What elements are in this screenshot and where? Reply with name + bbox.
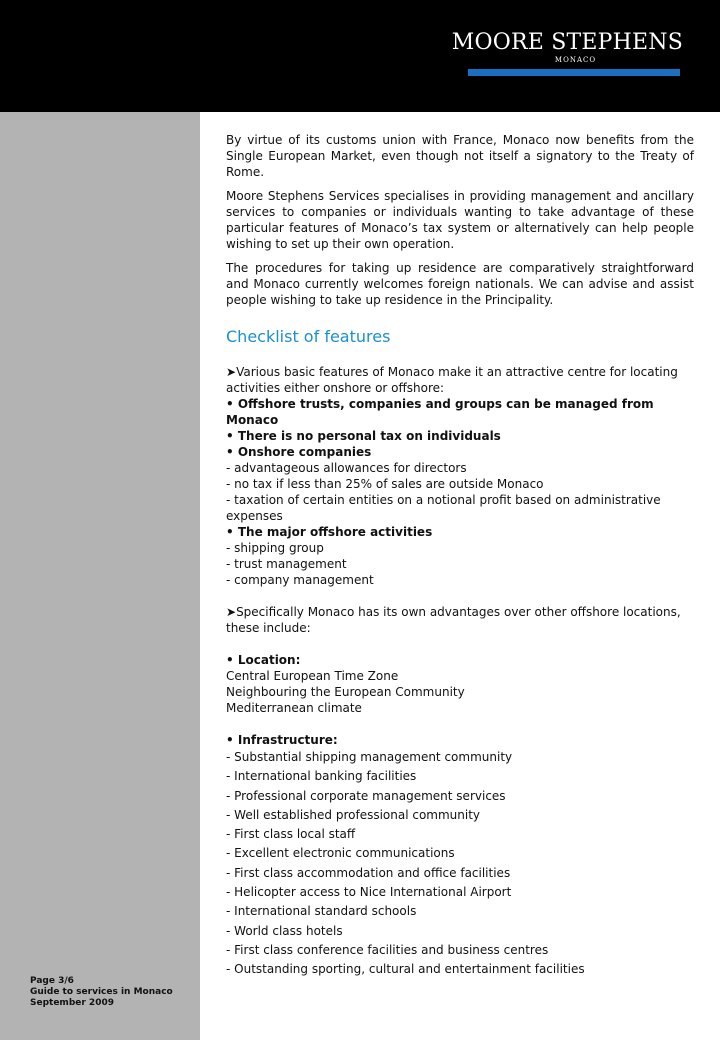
intro-paragraph: The procedures for taking up residence are comparatively straightforward and Monaco currently welcomes foreign nationals. We can advise and assist people wishing to take up residence in the Principality. [226, 261, 694, 307]
left-sidebar [0, 112, 200, 1040]
arrow-bullet-icon: ➤ [226, 605, 237, 619]
document-date: September 2009 [30, 998, 114, 1008]
list-item: Mediterranean climate [226, 701, 362, 715]
list-item: - First class local staff [226, 827, 356, 842]
logo-name: MOORE STEPHENS [451, 30, 683, 55]
list-item-text: International banking facilities [234, 769, 417, 784]
feature-bullet: • Onshore companies [226, 445, 372, 459]
list-item-text: International standard schools [234, 904, 417, 919]
feature-bullet-text: The major offshore activities [237, 525, 433, 539]
list-item-text: Excellent electronic communications [234, 846, 455, 861]
document-title: Guide to services in Monaco [30, 987, 173, 997]
list-item-text: trust management [234, 557, 347, 571]
list-item: - International standard schools [226, 904, 417, 919]
list-item: - World class hotels [226, 923, 343, 938]
list-item-text: Helicopter access to Nice International Airport [234, 885, 512, 900]
spacer [226, 588, 694, 604]
logo-subtitle: MONACO [554, 56, 597, 64]
list-item: - Substantial shipping management community [226, 750, 513, 764]
checklist-heading: Checklist of features [226, 327, 391, 346]
logo-bar [468, 69, 680, 76]
list-item: Central European Time Zone [226, 669, 399, 683]
intro-paragraph: By virtue of its customs union with France, Monaco now benefits from the Single European Market, even though not itself a signatory to the Treaty of Rome. [226, 133, 694, 179]
page-number: Page 3/6 [30, 976, 74, 986]
list-item-text: Well established professional community [234, 807, 481, 822]
spacer [226, 636, 694, 652]
list-item: - advantageous allowances for directors [226, 461, 467, 475]
page-footer [30, 976, 173, 1009]
list-item-text: Substantial shipping management community [234, 750, 513, 764]
list-item: - Well established professional community [226, 807, 481, 822]
list-item: - taxation of certain entities on a notional profit based on administrative expenses [226, 493, 661, 523]
list-item-text: First class conference facilities and business centres [234, 942, 549, 957]
list-item-text: Professional corporate management services [234, 788, 506, 803]
list-item-text: company management [234, 573, 374, 587]
list-item: - company management [226, 573, 374, 587]
feature-bullet: • There is no personal tax on individuals [226, 429, 501, 443]
feature-bullet: • Infrastructure: [226, 733, 338, 747]
list-item: Neighbouring the European Community [226, 685, 465, 699]
spacer [226, 716, 694, 732]
list-item-text: Outstanding sporting, cultural and entertainment facilities [234, 962, 585, 977]
arrow-bullet-icon: ➤ [226, 365, 237, 379]
feature-bullet: • The major offshore activities [226, 525, 433, 539]
feature-bullet-text: There is no personal tax on individuals [237, 429, 501, 443]
list-item: - Professional corporate management services [226, 788, 506, 803]
list-item-text: First class local staff [234, 827, 356, 842]
main-content [226, 132, 694, 980]
section-lead [226, 364, 694, 396]
list-item-text: World class hotels [234, 923, 343, 938]
feature-bullet-text: Offshore trusts, companies and groups can be managed from Monaco [226, 397, 654, 427]
list-item-text: shipping group [234, 541, 324, 555]
list-item: - trust management [226, 557, 347, 571]
list-item-text: First class accommodation and office facilities [234, 865, 511, 880]
feature-bullet-text: Location: [237, 653, 301, 667]
feature-bullet: • Location: [226, 653, 301, 667]
list-item: - First class conference facilities and business centres [226, 942, 549, 957]
section-lead [226, 604, 694, 636]
list-item: - shipping group [226, 541, 324, 555]
list-item: - International banking facilities [226, 769, 417, 784]
feature-bullet-text: Onshore companies [237, 445, 372, 459]
feature-bullet-text: Infrastructure: [237, 733, 338, 747]
moore-stephens-logo [451, 30, 683, 76]
list-item: - Helicopter access to Nice International Airport [226, 885, 512, 900]
feature-bullet: • Offshore trusts, companies and groups can be managed from Monaco [226, 397, 654, 427]
list-item: - Outstanding sporting, cultural and entertainment facilities [226, 962, 585, 977]
list-item-text: taxation of certain entities on a notional profit based on administrative expenses [226, 493, 661, 523]
list-item: - no tax if less than 25% of sales are outside Monaco [226, 477, 544, 491]
infrastructure-list [226, 748, 694, 980]
page-header [0, 0, 720, 112]
section-lead-text: Various basic features of Monaco make it an attractive centre for locating activities either onshore or offshore: [226, 365, 678, 395]
list-item-text: advantageous allowances for directors [234, 461, 467, 475]
list-item: - First class accommodation and office facilities [226, 865, 511, 880]
section-lead-text: Specifically Monaco has its own advantages over other offshore locations, these include: [226, 605, 681, 635]
list-item-text: no tax if less than 25% of sales are outside Monaco [234, 477, 544, 491]
list-item: - Excellent electronic communications [226, 846, 455, 861]
intro-paragraph: Moore Stephens Services specialises in providing management and ancillary services to companies or individuals wanting to take advantage of these particular features of Monaco’s tax system or alternatively can help people wishing to set up their own operation. [226, 189, 694, 251]
